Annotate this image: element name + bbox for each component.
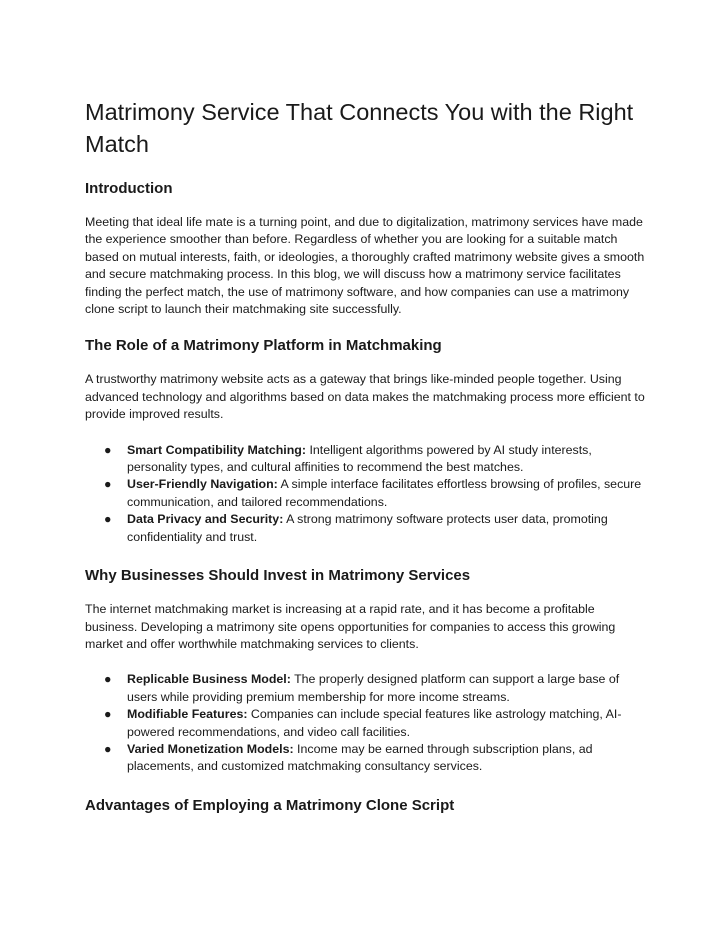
bullet-term: Smart Compatibility Matching: — [127, 442, 306, 457]
heading-why-invest: Why Businesses Should Invest in Matrimony Services — [85, 567, 471, 585]
bullet-term: Data Privacy and Security: — [127, 512, 284, 527]
bullet-text: Income may be earned through subscription plans, ad placements, and customized matchmaking consultancy services. — [127, 741, 593, 774]
list-item — [85, 442, 645, 477]
page-title: Matrimony Service That Connects You with the Right Match — [85, 99, 634, 157]
document-page — [85, 96, 645, 831]
list-item — [85, 671, 645, 706]
list-item — [85, 511, 645, 546]
bullet-icon: ● — [104, 477, 112, 492]
heading-advantages-clone-script: Advantages of Employing a Matrimony Clone Script — [85, 796, 455, 814]
paragraph-introduction: Meeting that ideal life mate is a turning point, and due to digitalization, matrimony services have made the experience smoother than before. Regardless of whether you are looking for a suitable match based on mutual interests, faith, or ideologies, a thoroughly crafted matrimony website gives a smooth and secure matchmaking process. In this blog, we will discuss how a matrimony service facilitates finding the perfect match, the use of matrimony software, and how companies can use a matrimony clone script to launch their matchmaking site successfully. — [85, 215, 645, 317]
bullet-list-role-of-platform — [85, 442, 645, 546]
bullet-icon: ● — [104, 442, 112, 457]
bullet-term: Modifiable Features: — [127, 707, 248, 722]
list-item — [85, 741, 645, 776]
list-item — [85, 706, 645, 741]
heading-role-of-platform: The Role of a Matrimony Platform in Matchmaking — [85, 337, 442, 355]
paragraph-role-of-platform: A trustworthy matrimony website acts as a gateway that brings like-minded people together. Using advanced technology and algorithms based on data makes the matchmaking process more efficient to provide improved results. — [85, 372, 645, 422]
list-item — [85, 476, 645, 511]
bullet-icon: ● — [104, 672, 112, 687]
bullet-icon: ● — [104, 512, 112, 527]
bullet-term: User-Friendly Navigation: — [127, 477, 278, 492]
heading-introduction: Introduction — [85, 180, 173, 197]
bullet-text: Companies can include special features like astrology matching, AI-powered recommendations, and video call facilities. — [127, 707, 622, 739]
bullet-term: Varied Monetization Models: — [127, 741, 294, 756]
bullet-icon: ● — [104, 707, 112, 722]
bullet-term: Replicable Business Model: — [127, 672, 291, 687]
bullet-text: Intelligent algorithms powered by AI study interests, personality types, and cultural affinities to recommend the best matches. — [127, 442, 592, 475]
bullet-text: A simple interface facilitates effortless browsing of profiles, secure communication, and tailored recommendations. — [127, 477, 642, 509]
paragraph-why-invest: The internet matchmaking market is increasing at a rapid rate, and it has become a profitable business. Developing a matrimony site opens opportunities for companies to access this growing market and offer worthwhile matchmaking services to clients. — [85, 602, 616, 651]
bullet-text: The properly designed platform can support a large base of users while providing premium membership for more income streams. — [127, 672, 620, 704]
bullet-text: A strong matrimony software protects user data, promoting confidentiality and trust. — [127, 512, 608, 544]
bullet-icon: ● — [104, 741, 112, 756]
bullet-list-why-invest — [85, 671, 645, 775]
